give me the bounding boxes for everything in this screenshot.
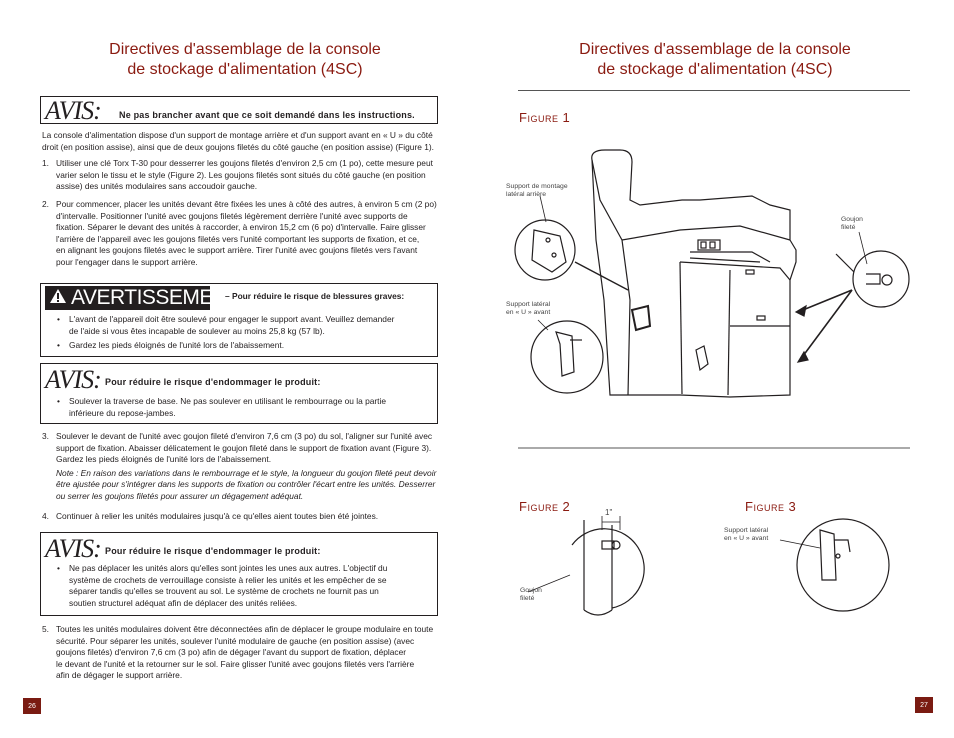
bullet-icon: • [57, 563, 60, 573]
left-title-line-2: de stockage d'alimentation (4SC) [127, 61, 363, 78]
step-number: 1. [42, 158, 49, 168]
figure-2-label-stud [520, 587, 542, 603]
left-page-title [35, 40, 455, 80]
avis-heading: AVIS: [45, 365, 101, 394]
label-line: Goujon [841, 216, 863, 223]
avis-bullet-line: soutien structurel adéquat afin de déplacer des unités reliées. [69, 597, 298, 608]
right-title-line-2: de stockage d'alimentation (4SC) [597, 61, 833, 78]
figure-1-label-u-bracket [506, 301, 550, 317]
intro-line: La console d'alimentation dispose d'un support de montage arrière et d'un support avant en « U » du côté [42, 130, 433, 140]
step-line: support de fixation. Abaisser délicatement le goujon fileté dans le support de fixation avant (Figure 3). [56, 442, 432, 453]
label-line: fileté [841, 224, 856, 231]
step-line: Toutes les unités modulaires doivent être déconnectées afin de déplacer le groupe modulaire en toute [56, 624, 434, 634]
warning-box [40, 283, 438, 357]
bullet-icon: • [57, 340, 60, 350]
label-line: latéral arrière [506, 191, 547, 198]
avis-heading: AVIS: [45, 534, 101, 563]
avis-bullet-line: Soulever la traverse de base. Ne pas soulever en utilisant le rembourrage ou la partie [69, 396, 387, 406]
page-number-left: 26 [23, 698, 41, 714]
step-line: fixation. Séparer le devant des unités à raccorder, à environ 15,2 cm (6 po) d'intervalle. Faire glisser [56, 222, 426, 233]
right-page-title [505, 40, 925, 80]
warning-heading: AVERTISSEMENT [71, 286, 240, 309]
step-line: afin de dégager le support arrière. [56, 670, 183, 681]
step-number: 3. [42, 431, 49, 441]
avis-note: Pour réduire le risque d'endommager le produit: [105, 377, 321, 387]
warning-bullet-line: L'avant de l'appareil doit être soulevé pour engager le support avant. Veuillez demander [69, 314, 395, 324]
step-note-line: être ajustée pour s'intégrer dans les supports de fixation ou contrôler l'écart entre les unités. Desserrer [56, 479, 436, 490]
step-line: varier selon le tissu et le style (Figure 2). Les goujons filetés sont situés du côté gauche (en position [56, 169, 426, 180]
label-line: en « U » avant [506, 309, 551, 316]
label-line: fileté [520, 595, 535, 602]
label-line: en « U » avant [724, 535, 769, 542]
avis-note: Ne pas brancher avant que ce soit demandé dans les instructions. [119, 110, 415, 120]
avis-bullet-line: inférieure du repose-jambes. [69, 407, 176, 418]
warning-heading-bar [45, 286, 240, 310]
figure-2-title: Figure 2 [519, 499, 571, 514]
step-number: 4. [42, 511, 49, 521]
figure-3-title: Figure 3 [745, 499, 797, 514]
label-line: Goujon [520, 587, 542, 594]
avis-note: Pour réduire le risque d'endommager le produit: [105, 546, 321, 556]
step-note-line: Note : En raison des variations dans le rembourrage et le style, la longueur du goujon fileté peut devoir [56, 467, 437, 478]
label-line: Support latéral [506, 301, 551, 308]
step-line: Continuer à relier les unités modulaires jusqu'à ce qu'elles aient toutes bien été jointes. [56, 511, 379, 521]
step-line: goujons filetés) d'environ 7,6 cm (3 po) afin de dégager l'avant du support de fixation, déplacer [56, 647, 407, 658]
step-line: Pour commencer, placer les unités devant être fixées les unes à côté des autres, à environ 5 cm (2 po) [56, 199, 437, 209]
step-line: l'arrière de l'appareil avec les goujons filetés vers l'unité comportant les supports de fixation, et ce, [56, 233, 420, 244]
step-line: assise) des unités modulaires sans accoudoir gauche. [56, 181, 258, 192]
avis-bullet-line: système de crochets de verrouillage consiste à relier les unités et les empêcher de se [69, 574, 387, 585]
avis-notice-3 [40, 532, 438, 616]
left-title-line-1: Directives d'assemblage de la console [109, 41, 381, 58]
step-number: 2. [42, 199, 49, 209]
warning-triangle-icon [49, 288, 67, 309]
figure-1-label-stud [841, 216, 863, 232]
right-title-line-1: Directives d'assemblage de la console [579, 41, 851, 58]
warning-bullet-line: de l'aide si vous êtes incapable de soulever au moins 25,8 kg (57 lb). [69, 325, 325, 336]
bullet-icon: • [57, 396, 60, 406]
intro-line: droit (en position assise), ainsi que de deux goujons filetés du côté gauche (en position assise) (Figure 1). [42, 141, 434, 152]
warning-note: – Pour réduire le risque de blessures graves: [225, 291, 405, 301]
figure-1-title: Figure 1 [519, 110, 571, 125]
divider [518, 90, 910, 91]
step-note-line: ou serrer les goujons filetés pour assurer un dégagement adéquat. [56, 490, 304, 501]
intro-paragraph [42, 130, 442, 153]
figure-2-dimension: 1" [605, 508, 613, 517]
step-line: Gardez les pieds éloignés de l'unité lors de l'abaissement. [56, 454, 272, 465]
label-line: Support de montage [506, 183, 568, 190]
warning-bullet-line: Gardez les pieds éloignés de l'unité lors de l'abaissement. [69, 340, 285, 350]
step-line: Utiliser une clé Torx T-30 pour desserrer les goujons filetés d'environ 2,5 cm (1 po), cette mesure peut [56, 158, 433, 168]
step-line: le devant de l'unité et la retourner sur le sol. Faire glisser l'unité avec goujons filetés vers l'arrière [56, 658, 415, 669]
avis-notice-1 [40, 96, 438, 124]
step-line: d'intervalle. Positionner l'unité avec goujons filetés légèrement derrière l'unité avec supports de [56, 210, 408, 221]
step-line: en alignant les goujons filetés avec le support arrière. Tirer l'unité avec goujons filetés vers l'avant [56, 245, 418, 256]
label-line: Support latéral [724, 527, 769, 534]
step-number: 5. [42, 624, 49, 634]
figure-3-label-u-bracket [724, 527, 768, 543]
step-line: sécurité. Pour séparer les unités, soulever l'unité modulaire de gauche (en position assise) (avec [56, 635, 415, 646]
step-line: pour l'engager dans le support arrière. [56, 256, 198, 267]
bullet-icon: • [57, 314, 60, 324]
avis-notice-2 [40, 363, 438, 424]
avis-bullet-line: séparer tandis qu'elles se trouvent au sol. Le système de crochets ne fournit pas un [69, 586, 379, 597]
figure-1-label-rear-mount [506, 183, 568, 199]
avis-heading: AVIS: [45, 96, 101, 125]
page-number-right: 27 [915, 697, 933, 713]
step-line: Soulever le devant de l'unité avec goujon fileté d'environ 7,6 cm (3 po) du sol, l'aligner sur l'unité avec [56, 431, 433, 441]
avis-bullet-line: Ne pas déplacer les unités alors qu'elles sont jointes les unes aux autres. L'objectif du [69, 563, 388, 573]
